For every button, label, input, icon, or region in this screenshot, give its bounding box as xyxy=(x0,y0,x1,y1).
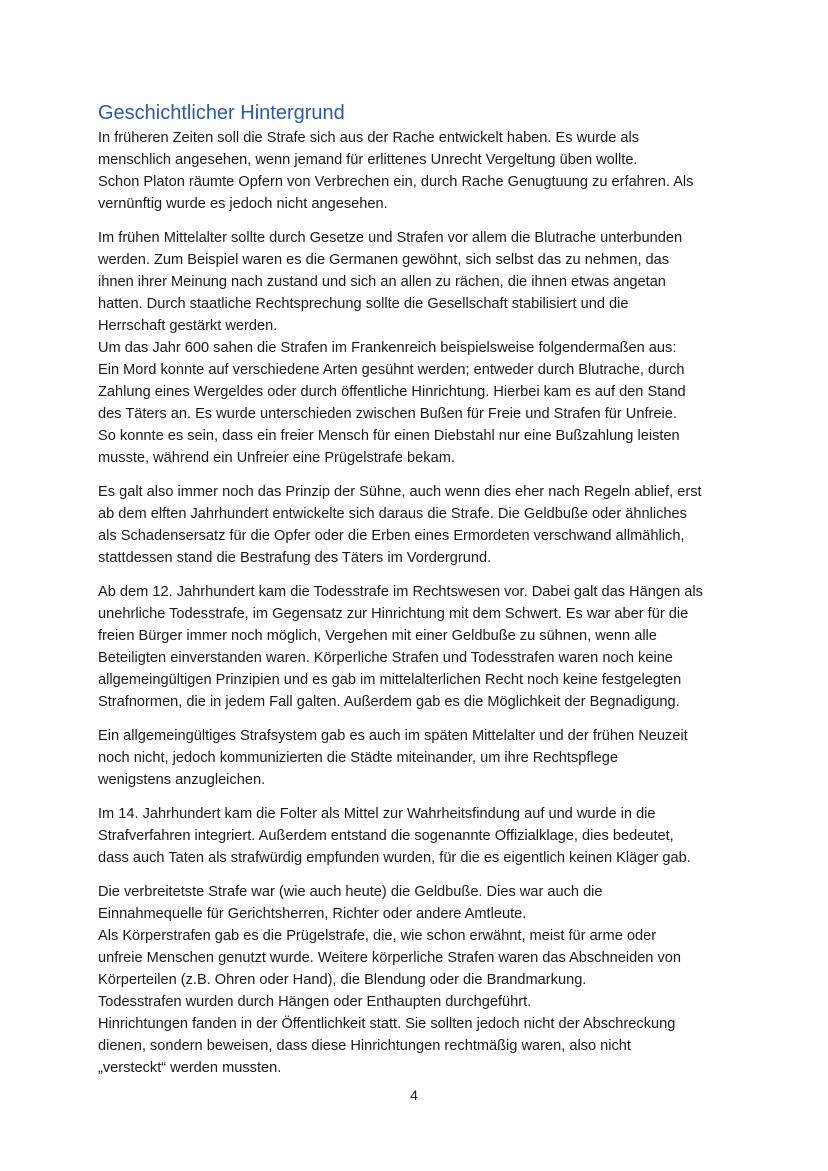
text-line: Ein Mord konnte auf verschiedene Arten gesühnt werden; entweder durch Blutrache, durch xyxy=(98,362,685,378)
text-line: Einnahmequelle für Gerichtsherren, Richter oder andere Amtleute. xyxy=(98,906,527,922)
text-line: ab dem elften Jahrhundert entwickelte sich daraus die Strafe. Die Geldbuße oder ähnliches xyxy=(98,506,687,522)
section-heading: Geschichtlicher Hintergrund xyxy=(98,102,345,124)
text-line: dienen, sondern beweisen, dass diese Hinrichtungen rechtmäßig waren, also nicht xyxy=(98,1038,631,1054)
text-line: als Schadensersatz für die Opfer oder die Erben eines Ermordeten verschwand allmählich, xyxy=(98,528,685,544)
text-line: allgemeingültigen Prinzipien und es gab im mittelalterlichen Recht noch keine festgelegten xyxy=(98,672,682,688)
text-line: dass auch Taten als strafwürdig empfunden wurden, für die es eigentlich keinen Kläger gab. xyxy=(98,850,691,866)
text-line: Beteiligten einverstanden waren. Körperliche Strafen und Todesstrafen waren noch keine xyxy=(98,650,673,666)
text-line: Im 14. Jahrhundert kam die Folter als Mittel zur Wahrheitsfindung auf und wurde in die xyxy=(98,806,656,822)
text-line: ihnen ihrer Meinung nach zustand und sich an allen zu rächen, die ihnen etwas angetan xyxy=(98,274,666,290)
paragraph-3 xyxy=(98,481,730,569)
text-line: Die verbreitetste Strafe war (wie auch heute) die Geldbuße. Dies war auch die xyxy=(98,884,603,900)
text-line: Ab dem 12. Jahrhundert kam die Todesstrafe im Rechtswesen vor. Dabei galt das Hängen als xyxy=(98,584,703,600)
text-line: Körperteilen (z.B. Ohren oder Hand), die Blendung oder die Brandmarkung. xyxy=(98,972,587,988)
text-line: des Täters an. Es wurde unterschieden zwischen Bußen für Freie und Strafen für Unfreie. xyxy=(98,406,677,422)
text-line: noch nicht, jedoch kommunizierten die Städte miteinander, um ihre Rechtspflege xyxy=(98,750,618,766)
text-line: Um das Jahr 600 sahen die Strafen im Frankenreich beispielsweise folgendermaßen aus: xyxy=(98,340,677,356)
text-line: So konnte es sein, dass ein freier Mensch für einen Diebstahl nur eine Bußzahlung leisten xyxy=(98,428,680,444)
text-line: wenigstens anzugleichen. xyxy=(98,772,266,788)
text-line: Im frühen Mittelalter sollte durch Gesetze und Strafen vor allem die Blutrache unterbunden xyxy=(98,230,683,246)
text-line: hatten. Durch staatliche Rechtsprechung sollte die Gesellschaft stabilisiert und die xyxy=(98,296,629,312)
text-line: Hinrichtungen fanden in der Öffentlichkeit statt. Sie sollten jedoch nicht der Abschreckung xyxy=(98,1016,676,1032)
paragraph-4 xyxy=(98,581,730,713)
text-line: Als Körperstrafen gab es die Prügelstrafe, die, wie schon erwähnt, meist für arme oder xyxy=(98,928,657,944)
paragraph-6 xyxy=(98,803,730,869)
text-line: freien Bürger immer noch möglich, Vergehen mit einer Geldbuße zu sühnen, wenn alle xyxy=(98,628,657,644)
text-line: vernünftig wurde es jedoch nicht angesehen. xyxy=(98,196,388,212)
text-line: Es galt also immer noch das Prinzip der Sühne, auch wenn dies eher nach Regeln ablief, erst xyxy=(98,484,702,500)
text-line: Zahlung eines Wergeldes oder durch öffentliche Hinrichtung. Hierbei kam es auf den Stand xyxy=(98,384,686,400)
page-number: 4 xyxy=(410,1087,418,1103)
text-line: Ein allgemeingültiges Strafsystem gab es auch im späten Mittelalter und der frühen Neuzeit xyxy=(98,728,688,744)
text-line: stattdessen stand die Bestrafung des Täters im Vordergrund. xyxy=(98,550,492,566)
text-line: Strafnormen, die in jedem Fall galten. Außerdem gab es die Möglichkeit der Begnadigung. xyxy=(98,694,680,710)
paragraph-5 xyxy=(98,725,730,791)
paragraph-7 xyxy=(98,881,730,1079)
text-line: „versteckt“ werden mussten. xyxy=(98,1060,282,1076)
paragraph-1 xyxy=(98,127,730,215)
text-line: werden. Zum Beispiel waren es die Germanen gewöhnt, sich selbst das zu nehmen, das xyxy=(98,252,670,268)
body-text xyxy=(98,127,730,1091)
text-line: Strafverfahren integriert. Außerdem entstand die sogenannte Offizialklage, dies bedeutet, xyxy=(98,828,674,844)
text-line: unfreie Menschen genutzt wurde. Weitere körperliche Strafen waren das Abschneiden von xyxy=(98,950,682,966)
text-line: In früheren Zeiten soll die Strafe sich aus der Rache entwickelt haben. Es wurde als xyxy=(98,130,640,146)
text-line: menschlich angesehen, wenn jemand für erlittenes Unrecht Vergeltung üben wollte. xyxy=(98,152,638,168)
text-line: musste, während ein Unfreier eine Prügelstrafe bekam. xyxy=(98,450,455,466)
paragraph-2 xyxy=(98,227,730,469)
text-line: Schon Platon räumte Opfern von Verbrechen ein, durch Rache Genugtuung zu erfahren. Als xyxy=(98,174,694,190)
text-line: Todesstrafen wurden durch Hängen oder Enthaupten durchgeführt. xyxy=(98,994,532,1010)
text-line: unehrliche Todesstrafe, im Gegensatz zur Hinrichtung mit dem Schwert. Es war aber für die xyxy=(98,606,689,622)
text-line: Herrschaft gestärkt werden. xyxy=(98,318,278,334)
